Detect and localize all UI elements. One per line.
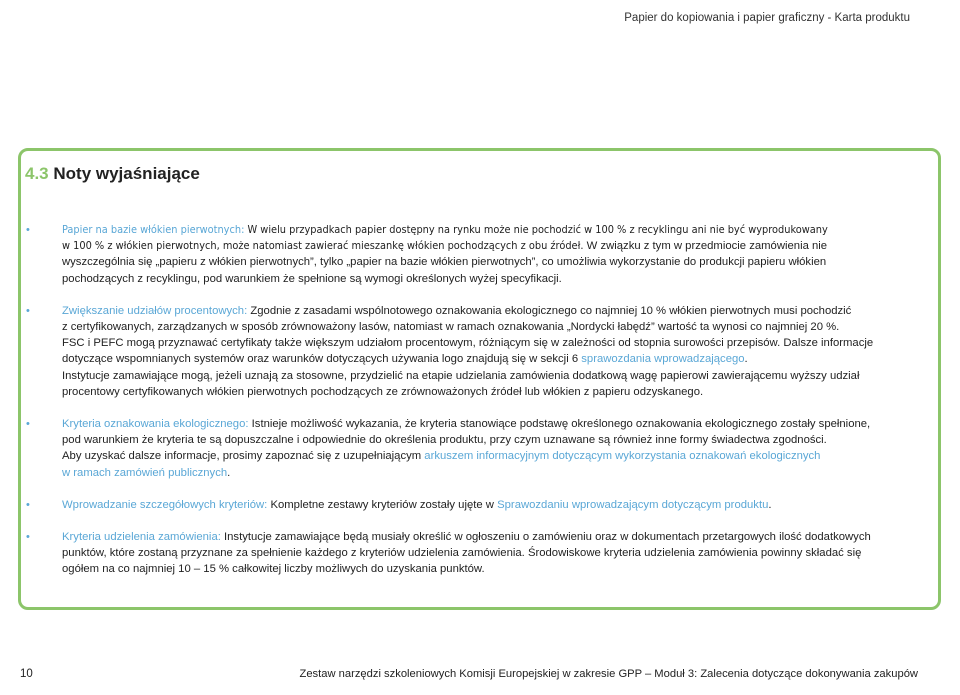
link-ecolabel-factsheet-cont[interactable]: w ramach zamówień publicznych: [62, 466, 228, 479]
bullet-icon: •: [26, 304, 30, 317]
note-heading: Wprowadzanie szczegółowych kryteriów:: [62, 498, 268, 511]
note-detailed-criteria: [26, 497, 906, 513]
note-line: w ramach zamówień publicznych.: [62, 466, 231, 479]
note-heading: Papier na bazie włókien pierwotnych:: [62, 223, 245, 236]
note-line: Zwiększanie udziałów procentowych: Zgodnie z zasadami wspólnotowego oznakowania ekologicznego co najmniej 10 % włókien pierwotnych musi pochodzić: [62, 304, 852, 317]
bullet-icon: •: [26, 531, 30, 544]
section-title: [25, 164, 200, 184]
note-line: Papier na bazie włókien pierwotnych: W wielu przypadkach papier dostępny na rynku może nie pochodzić w 100 % z recyklingu ani nie być wyprodukowany: [62, 223, 828, 236]
note-line: dotyczące wspomnianych systemów oraz warunków dotyczących używania logo znajdują się w sekcji 6 sprawozdania wprowadzającego.: [62, 353, 748, 366]
note-line: pochodzących z recyklingu, pod warunkiem że spełnione są wymogi określonych wyżej specyfikacji.: [62, 272, 562, 285]
note-line: ogółem na co najmniej 10 – 15 % całkowitej liczby możliwych do uzyskania punktów.: [62, 563, 485, 576]
bullet-icon: •: [26, 418, 30, 431]
footer-text: Zestaw narzędzi szkoleniowych Komisji Europejskiej w zakresie GPP – Moduł 3: Zalecenia dotyczące dokonywania zakupów: [299, 668, 918, 680]
link-introductory-report[interactable]: sprawozdania wprowadzającego: [581, 353, 745, 366]
note-heading: Kryteria oznakowania ekologicznego:: [62, 418, 249, 431]
page-number: 10: [20, 668, 33, 680]
note-ecolabel-criteria: [26, 416, 906, 481]
note-heading: Zwiększanie udziałów procentowych:: [62, 304, 248, 317]
note-virgin-fibre: [26, 222, 906, 287]
note-line: z certyfikowanych, zarządzanych w sposób zrównoważony lasów, natomiast w ramach oznakowania „Nordycki łabędź” wartość ta wynosi co najmniej 20 %.: [62, 321, 840, 334]
notes-list: [26, 222, 906, 594]
note-award-criteria: [26, 529, 906, 578]
note-line: Aby uzyskać dalsze informacje, prosimy zapoznać się z uzupełniającym arkuszem informacyjnym dotyczącym wykorzystania oznakowań ekologicznych: [62, 450, 821, 463]
note-line: Wprowadzanie szczegółowych kryteriów: Kompletne zestawy kryteriów zostały ujęte w Sprawozdaniu wprowadzającym dotyczącym produktu.: [62, 498, 772, 511]
page-header-title: Papier do kopiowania i papier graficzny - Karta produktu: [624, 12, 910, 24]
bullet-icon: •: [26, 224, 30, 236]
note-line: Instytucje zamawiające mogą, jeżeli uznają za stosowne, przydzielić na etapie udzielania zamówienia dodatkową wagę papierowi zawierającemu wyższy udział: [62, 369, 860, 382]
note-line: pod warunkiem że kryteria te są dopuszczalne i odpowiednie do określenia produktu, przy czym uznawane są również inne formy świadectwa zgodności.: [62, 434, 827, 447]
link-ecolabel-factsheet[interactable]: arkuszem informacyjnym dotyczącym wykorzystania oznakowań ekologicznych: [424, 450, 821, 463]
note-line: Kryteria udzielenia zamówienia: Instytucje zamawiające będą musiały określić w ogłoszeniu o zamówieniu oraz w dokumentach przetargowych ilość dodatkowych: [62, 531, 871, 544]
note-line: wyszczególnia się „papieru z włókien pierwotnych”, tylko „papier na bazie włókien pierwotnych”, co umożliwia wykorzystanie do produkcji papieru włókien: [62, 256, 827, 269]
note-increasing-shares: [26, 303, 906, 400]
note-line: punktów, które zostaną przyznane za spełnienie każdego z kryteriów udzielenia zamówienia. Środowiskowe kryteria udzielenia zamówienia powinny składać się: [62, 547, 862, 560]
note-line: procentowy certyfikowanych włókien pierwotnych pochodzących ze zrównoważonych źródeł lub włókien z papieru odzyskanego.: [62, 385, 704, 398]
section-title-text: Noty wyjaśniające: [53, 164, 200, 183]
bullet-icon: •: [26, 498, 30, 511]
link-product-report[interactable]: Sprawozdaniu wprowadzającym dotyczącym produktu: [497, 498, 769, 511]
note-line: w 100 % z włókien pierwotnych, może natomiast zawierać mieszankę włókien pochodzących z obu źródeł. W związku z tym w przedmiocie zamówienia nie: [62, 239, 828, 253]
note-line: Kryteria oznakowania ekologicznego: Istnieje możliwość wykazania, że kryteria stanowiące podstawę określonego oznakowania ekologicznego zostały spełnione,: [62, 418, 871, 431]
section-number: 4.3: [25, 164, 49, 183]
note-heading: Kryteria udzielenia zamówienia:: [62, 531, 221, 544]
note-line: FSC i PEFC mogą przyznawać certyfikaty także większym udziałom procentowym, różniącym się w zależności od stopnia surowości przepisów. Dalsze informacje: [62, 337, 874, 350]
